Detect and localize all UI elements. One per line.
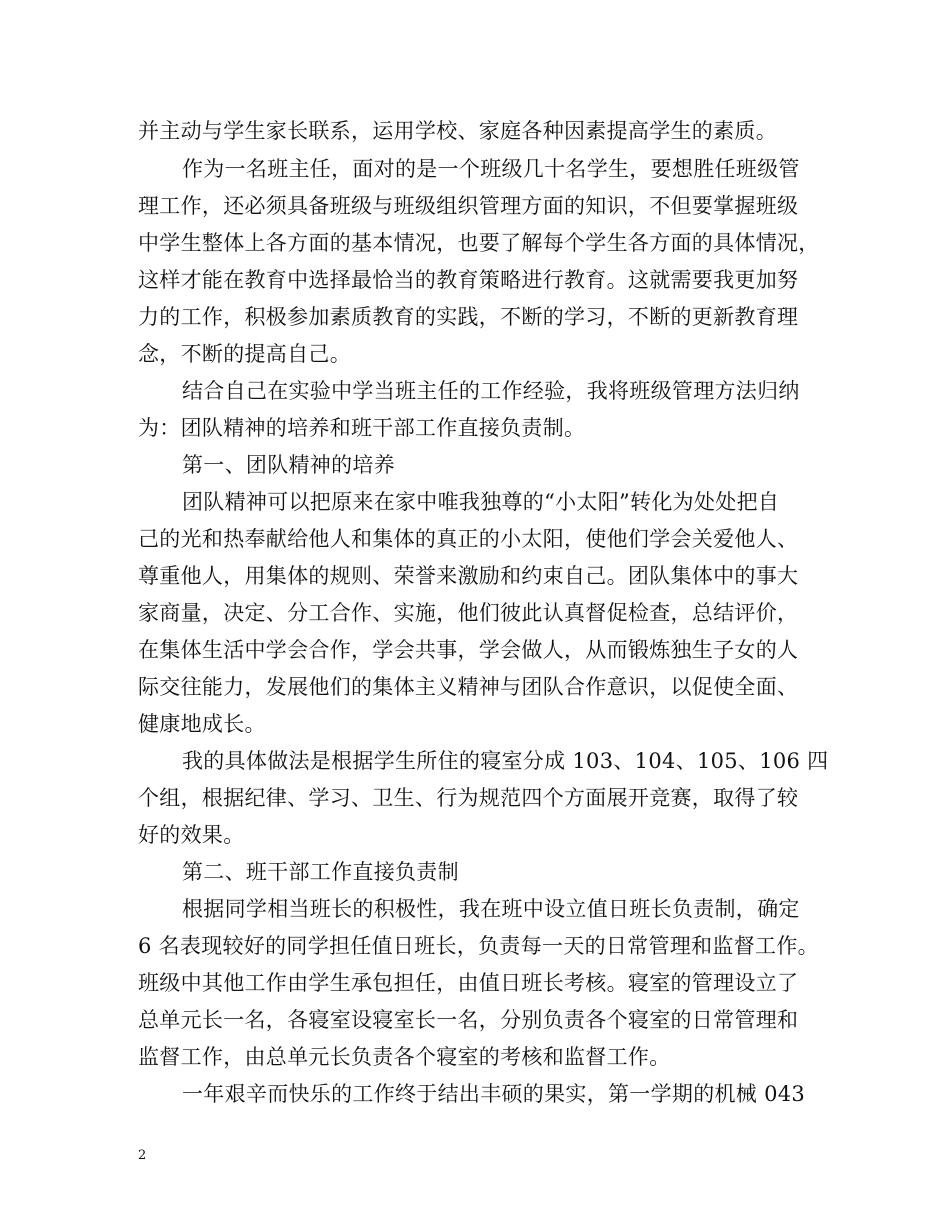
page-number: 2 bbox=[138, 1148, 147, 1163]
text-line: 健康地成长。 bbox=[138, 712, 266, 736]
text-line: 总单元长一名，各寝室设寝室长一名，分别负责各个寝室的日常管理和 bbox=[138, 1008, 799, 1032]
text-line: 并主动与学生家长联系，运用学校、家庭各种因素提高学生的素质。 bbox=[138, 119, 777, 143]
text-line: 理工作，还必须具备班级与班级组织管理方面的知识，不但要掌握班级 bbox=[138, 194, 799, 218]
text-line: 为：团队精神的培养和班干部工作直接负责制。 bbox=[138, 416, 586, 440]
section-heading: 第二、班干部工作直接负责制 bbox=[182, 860, 459, 884]
text-line: 一年艰辛而快乐的工作终于结出丰硕的果实，第一学期的机械 043 bbox=[182, 1082, 806, 1106]
text-line: 6 名表现较好的同学担任值日班长，负责每一天的日常管理和监督工作。 bbox=[138, 934, 819, 958]
text-line: 根据同学相当班长的积极性，我在班中设立值日班长负责制，确定 bbox=[182, 897, 800, 921]
text-line: 我的具体做法是根据学生所住的寝室分成 103、104、105、106 四 bbox=[182, 749, 829, 773]
text-line: 在集体生活中学会合作，学会共事，学会做人，从而锻炼独生子女的人 bbox=[138, 638, 799, 662]
text-line: 结合自己在实验中学当班主任的工作经验，我将班级管理方法归纳 bbox=[182, 379, 800, 403]
text-line: 个组，根据纪律、学习、卫生、行为规范四个方面展开竞赛，取得了较 bbox=[138, 786, 799, 810]
text-line: 尊重他人，用集体的规则、荣誉来激励和约束自己。团队集体中的事大 bbox=[138, 564, 799, 588]
text-line: 班级中其他工作由学生承包担任，由值日班长考核。寝室的管理设立了 bbox=[138, 971, 799, 995]
text-line: 念，不断的提高自己。 bbox=[138, 342, 351, 366]
text-line: 作为一名班主任，面对的是一个班级几十名学生，要想胜任班级管 bbox=[182, 157, 800, 181]
text-line: 团队精神可以把原来在家中唯我独尊的“小太阳”转化为处处把自 bbox=[182, 490, 780, 514]
text-line: 中学生整体上各方面的基本情况，也要了解每个学生各方面的具体情况， bbox=[138, 231, 820, 255]
text-line: 际交往能力，发展他们的集体主义精神与团队合作意识，以促使全面、 bbox=[138, 675, 799, 699]
text-line: 好的效果。 bbox=[138, 823, 245, 847]
text-line: 这样才能在教育中选择最恰当的教育策略进行教育。这就需要我更加努 bbox=[138, 268, 799, 292]
text-line: 力的工作，积极参加素质教育的实践，不断的学习，不断的更新教育理 bbox=[138, 305, 799, 329]
text-line: 家商量，决定、分工合作、实施，他们彼此认真督促检查，总结评价， bbox=[138, 601, 799, 625]
text-line: 己的光和热奉献给他人和集体的真正的小太阳，使他们学会关爱他人、 bbox=[138, 527, 799, 551]
section-heading: 第一、团队精神的培养 bbox=[182, 453, 395, 477]
text-line: 监督工作，由总单元长负责各个寝室的考核和监督工作。 bbox=[138, 1045, 671, 1069]
